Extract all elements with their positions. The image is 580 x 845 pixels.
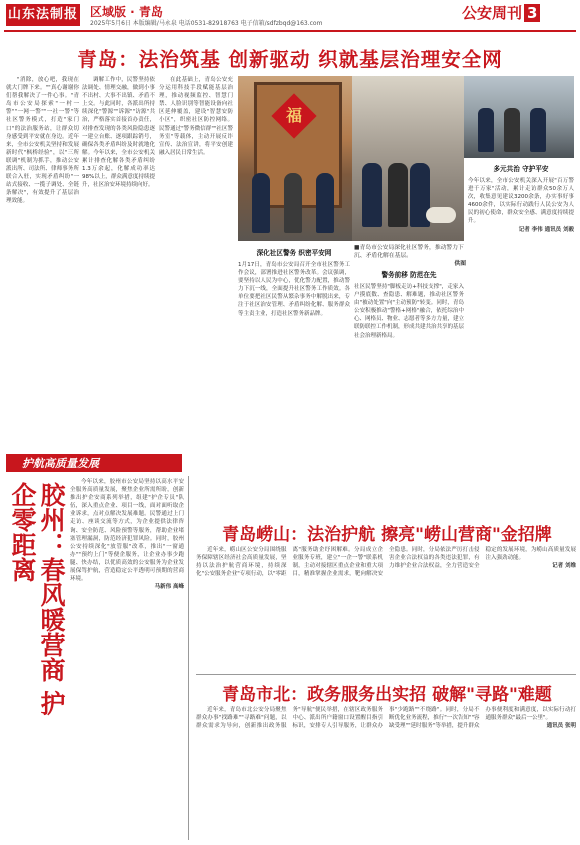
resident-figure — [388, 163, 408, 227]
article-col-5-text: 社区民警坚持"脚板走访+科技支撑"，走家入户摸底数、查隐患、解难题，推动社区警务由"被动处置"向"主动预防"转变。同时，青岛公安积极推动"警格+网格"融合，依托综治中心、网格员、物业、志愿者等多方力量，建立联防联控工作机制，形成共建共治共享的基层社会治理新格局。 — [354, 284, 464, 339]
header-rule — [4, 30, 576, 32]
jiaozhou-title: 胶州：春风暖营商 护企零距离 — [8, 482, 66, 716]
shibei-article — [196, 706, 576, 838]
laoshan-title: 青岛崂山：法治护航 擦亮"崂山营商"金招牌 — [222, 525, 552, 545]
section-divider — [196, 674, 576, 675]
police-figure — [252, 173, 270, 233]
jiaozhou-article — [70, 478, 184, 838]
photo-police-patrol — [352, 76, 464, 241]
article-col-1 — [6, 76, 79, 446]
weekly-label: 公安周刊 — [462, 4, 523, 22]
article-col-3 — [159, 76, 233, 446]
police-figure — [530, 108, 546, 152]
fu-character-image: 福 — [271, 93, 316, 138]
article-col-3-text: 在此基础上，青岛公安充分运用科技手段赋能基层治理，推动视频监控、智慧门禁、人脸识别等智能设备向社区延伸覆盖，建设"智慧安防小区"，织密社区防控网络。民警通过"警务微信群""社区警务室"等载体，主动开展反诈宣传、法治宣讲，将平安创建融入居民日常生活。 — [159, 77, 233, 156]
main-headline: 青岛：法治筑基 创新驱动 织就基层治理安全网 — [77, 48, 503, 71]
article-col-4 — [238, 246, 350, 446]
subheading: 警务前移 防范在先 — [381, 271, 437, 279]
article-author: 记者 李伟 通讯员 刘毅 — [518, 226, 574, 233]
edition-info: 2025年5月6日 本版编辑/马永泉 电话0531-82918763 电子信箱/sdfzbqd@163.com — [90, 20, 323, 27]
photo-police-community — [464, 76, 574, 158]
newspaper-logo: 山东法制报 — [6, 4, 80, 26]
article-col-2-text: 调解工作中，民警坚持依法调处、情理交融，做到小事不出村、大事不出镇、矛盾不上交。与此同时，各派出所持续深化"警源""诉源""访源"共治，严格落实首接首办责任，对排查发现的各类风险隐患逐一建立台账、逐项跟踪销号，确保各类矛盾纠纷及时就地化解。今年以来，全市公安机关累计排查化解各类矛盾纠纷1.3万余起，化解成功率达98%以上，群众满意度持续提升，社区治安环境持续向好。 — [82, 77, 155, 189]
shibei-author: 通讯员 张明 — [546, 723, 576, 730]
article-col-5 — [354, 268, 464, 446]
subheading: 深化社区警务 织密平安网 — [256, 249, 332, 257]
weekly-title — [462, 2, 540, 23]
section-banner-label: 护航高质量发展 — [22, 457, 99, 470]
photo-credit: 供图 — [454, 261, 466, 267]
police-figure — [362, 163, 382, 227]
police-figure — [478, 108, 494, 152]
photo-police-visit — [238, 76, 352, 241]
police-figure — [316, 173, 334, 233]
jiaozhou-article-overflow — [6, 728, 66, 838]
section-name: 区域版 · 青岛 — [90, 5, 163, 19]
column-divider — [188, 476, 189, 840]
article-col-6-text: 今年以来，全市公安机关深入开展"百万警进千万家"活动，累计走访群众50余万人次，收集意见建议3200余条，办实事好事4600余件，以实际行动践行人民公安为人民的初心使命，群众安全感、满意度持续提升。 — [468, 178, 574, 225]
subheading: 多元共治 守护平安 — [493, 165, 549, 173]
shibei-title: 青岛市北：政务服务出实招 破解"寻路"难题 — [222, 685, 552, 705]
article-col-1-text: "消除，放心吧，我现在就大门牌下来。""真心谢谢你们帮我解决了一件心事。"青岛市公安局探索"一村一警""一网一警""一社一警"等社区警务模式，打造"家门口"的法治服务站，让群众切身感受到平安就在身边。近年来，全市公安机关坚持和发展新时代"枫桥经验"，以"三所联调"机制为抓手，推动公安派出所、司法所、律师事务所联合入驻，实现矛盾纠纷"一站式接收、一揽子调处、全链条解决"，有效提升了基层治理效能。 — [6, 77, 79, 205]
article-col-4-text: 1月17日，青岛市公安局召开全市社区警务工作会议，部署推进社区警务改革。会议强调，要坚持以人民为中心，优化警力配置，推动警力下沉一线，全面提升社区警务工作质效。各单位要把社区民警从繁杂事务中解脱出来，专注于社区治安管理、矛盾纠纷化解、服务群众等主责主业，打造社区警务新品牌。 — [238, 262, 350, 317]
page-number: 3 — [524, 4, 540, 22]
resident-figure — [504, 108, 520, 152]
jiaozhou-author: 马新伟 高峰 — [154, 584, 184, 591]
laoshan-article-text: 近年来，崂山区公安分局围绕服务保障辖区经济社会高质量发展，坚持以法治护航营商环境，持续深化"公安服务企业"专项行动，以"零距离"服务助企纾困解难。分局成立企业服务专班，建立"一企一警"联系机制，主动对接辖区重点企业和重大项目，精准掌握企业需求，靶向解决安全隐患。同时，分局依法严厉打击侵害企业合法权益的各类违法犯罪，有力维护企业合法权益，全力营造安全稳定的发展环境，为崂山高质量发展注入强劲动能。 — [196, 547, 576, 578]
article-col-2 — [82, 76, 155, 446]
dog-figure — [426, 207, 456, 223]
shibei-article-text: 近年来，青岛市北公安分局聚焦群众办事"找路难""寻路难"问题，以群众需求为导向，创新推出政务服务"导航"便民举措，在辖区政务服务中心、派出所户籍窗口设置醒目指引标识，安排专人引导服务，让群众办事"少跑路""不绕路"。同时，分局不断优化业务流程，推行"一次告知""容缺受理""延时服务"等举措，提升群众办事便利度和满意度，以实际行动打通服务群众"最后一公里"。 — [196, 707, 576, 730]
resident-figure — [284, 173, 302, 233]
article-col-6 — [468, 162, 574, 446]
jiaozhou-article-text: 今年以来，胶州市公安局坚持以高水平安全服务高质量发展，聚焦企业所需所盼，创新推出护企安商系列举措，组建"护企专员"队伍，深入重点企业、项目一线，面对面听取企业诉求，点对点解决发展难题。民警通过上门走访、座谈交流等方式，为企业提供法律咨询、安全防范、风险预警等服务，帮助企业堵塞管理漏洞，防范经济犯罪风险。同时，胶州公安持续深化"放管服"改革，推出"一窗通办""预约上门"等便企服务，让企业办事少跑腿、快办结，以优质高效的公安服务为企业发展保驾护航，营造稳定公平透明可预期的营商环境。 — [70, 479, 184, 583]
caption-text: ■青岛市公安局深化社区警务，推动警力下沉、矛盾化解在基层。 — [354, 245, 464, 259]
photo-caption — [354, 244, 466, 268]
laoshan-author: 记者 刘维 — [552, 563, 576, 570]
laoshan-article — [196, 546, 576, 670]
